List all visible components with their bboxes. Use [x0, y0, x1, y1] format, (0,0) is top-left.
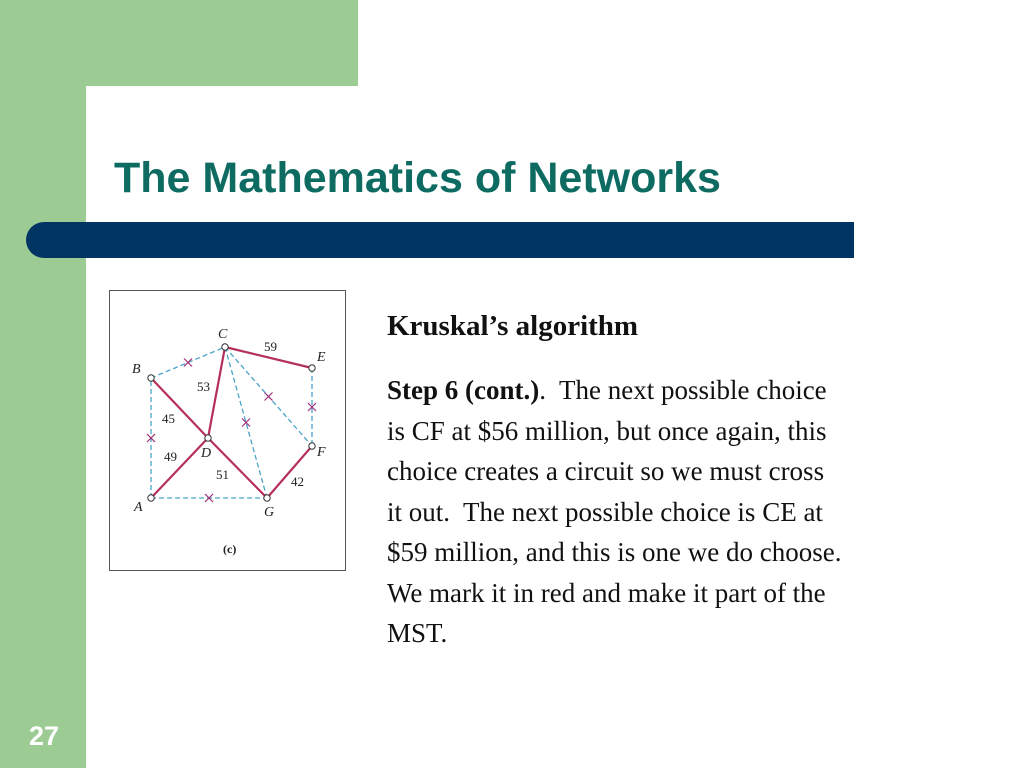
vertex-label-c: C — [218, 327, 228, 342]
vertex-label-f: F — [317, 445, 326, 460]
vertex-a — [148, 495, 154, 501]
rejected-mark-bc — [184, 359, 192, 367]
edge-gf — [267, 446, 312, 498]
rejected-mark-cg — [242, 419, 250, 427]
section-subtitle: Kruskal’s algorithm — [387, 310, 639, 342]
content-area — [387, 306, 987, 654]
text-line: it out. The next possible choice is CE at — [387, 496, 823, 527]
edge-cd — [208, 347, 225, 438]
edge-weight-gf: 42 — [291, 474, 304, 489]
edge-weight-dg: 51 — [216, 467, 229, 482]
text-line: MST. — [387, 618, 448, 648]
edge-weight-ce: 59 — [264, 339, 277, 354]
vertex-label-g: G — [264, 505, 275, 520]
edge-weight-cd: 53 — [197, 379, 210, 394]
title-underline-bar — [26, 222, 854, 258]
step-label: Step 6 (cont.) — [387, 375, 540, 405]
slide-title: The Mathematics of Networks — [114, 154, 721, 202]
text-line: $59 million, and this is one we do choose. — [387, 537, 842, 567]
vertex-label-b: B — [132, 362, 141, 377]
text-line: We mark it in red and make it part of the — [387, 577, 826, 608]
green-top-band — [0, 0, 358, 86]
slide-number: 27 — [28, 721, 60, 751]
text-line: choice creates a circuit so we must cross — [387, 456, 825, 486]
rejected-mark-cf — [265, 393, 273, 401]
text-line — [387, 370, 987, 411]
vertex-label-a: A — [134, 500, 143, 515]
green-side-band — [0, 0, 86, 768]
step-description — [387, 370, 987, 654]
vertex-g — [264, 495, 270, 501]
edge-weight-bd: 45 — [162, 411, 175, 426]
edge-weight-ad: 49 — [164, 449, 177, 464]
network-figure — [109, 290, 346, 571]
vertex-label-e: E — [317, 350, 326, 365]
network-graph — [110, 291, 347, 572]
vertex-e — [309, 365, 315, 371]
vertex-b — [148, 375, 154, 381]
edge-ad — [151, 438, 208, 498]
vertex-d — [205, 435, 211, 441]
vertex-f — [309, 443, 315, 449]
vertex-label-d: D — [201, 446, 212, 461]
text-line-segment: . The next possible choice — [539, 375, 827, 405]
text-line: is CF at $56 million, but once again, this — [387, 415, 827, 446]
vertex-c — [222, 344, 228, 350]
figure-caption: (c) — [223, 542, 237, 556]
